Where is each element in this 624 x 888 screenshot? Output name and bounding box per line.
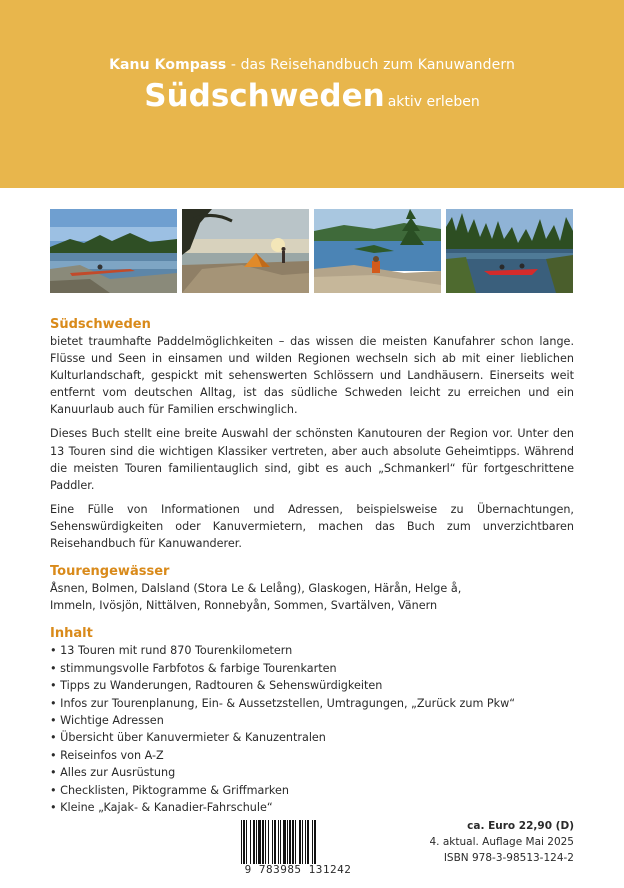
- list-item: • Kleine „Kajak- & Kanadier-Fahrschule“: [50, 799, 574, 816]
- barcode-bar: [272, 820, 273, 864]
- barcode-bar: [302, 820, 303, 864]
- photo-kayak-lake: [50, 209, 177, 293]
- list-item: • Wichtige Adressen: [50, 712, 574, 729]
- photo-lake-view: [314, 209, 441, 293]
- photo-tent-sunset: [182, 209, 309, 293]
- list-item: • Infos zur Tourenplanung, Ein- & Aussetzstellen, Umtragungen, „Zurück zum Pkw“: [50, 695, 574, 712]
- isbn-barcode: [233, 820, 363, 876]
- section-heading-inhalt: Inhalt: [50, 626, 93, 642]
- header-band: [0, 0, 624, 188]
- list-item: • 13 Touren mit rund 870 Tourenkilometern: [50, 642, 574, 659]
- barcode-digits: 9 783985 131242: [244, 863, 352, 876]
- back-cover-text: [50, 316, 574, 816]
- barcode-bar: [305, 820, 306, 864]
- barcode-bar: [256, 820, 257, 864]
- waters-line-1: Åsnen, Bolmen, Dalsland (Stora Le & Lelång), Glaskogen, Härån, Helge å,: [50, 582, 462, 596]
- barcode-bar: [253, 820, 255, 864]
- series-name: Kanu Kompass: [109, 57, 227, 73]
- barcode-bar: [289, 820, 291, 864]
- list-item: • Checklisten, Piktogramme & Griffmarken: [50, 782, 574, 799]
- barcode-bar: [246, 820, 247, 864]
- barcode-bar: [241, 820, 242, 864]
- price-info: [430, 818, 575, 866]
- barcode-bar: [299, 820, 301, 864]
- isbn-label: ISBN 978-3-98513-124-2: [443, 852, 574, 864]
- barcode-bar: [265, 820, 266, 864]
- series-title: [0, 57, 624, 73]
- series-tagline: - das Reisehandbuch zum Kanuwandern: [226, 57, 515, 73]
- barcode-bar: [243, 820, 245, 864]
- barcode-bars: [241, 820, 355, 864]
- barcode-bar: [312, 820, 313, 864]
- waters-line-2: Immeln, Ivösjön, Nittälven, Ronnebyån, Sommen, Svartälven, Vänern: [50, 599, 438, 613]
- list-item: • Alles zur Ausrüstung: [50, 764, 574, 781]
- list-item: • stimmungsvolle Farbfotos & farbige Tourenkarten: [50, 660, 574, 677]
- section-heading-suedschweden: Südschweden: [50, 317, 151, 332]
- book-title: [0, 78, 624, 114]
- edition-label: 4. aktual. Auflage Mai 2025: [429, 836, 574, 848]
- info-paragraph: Eine Fülle von Informationen und Adressen, beispielsweise zu Übernachtungen, Sehenswürdigkeiten oder Kanuvermietern, machen das Buch zum unverzichtbaren Reisehandbuch für Kanuwanderer.: [50, 502, 574, 551]
- barcode-bar: [295, 820, 296, 864]
- tours-paragraph: Dieses Buch stellt eine breite Auswahl der schönsten Kanutouren der Region vor. Unter den 13 Touren sind die wichtigen Klassiker vertreten, aber auch absolute Geheimtipps. Während die meisten Touren familientauglich sind, gibt es auch „Schmankerl“ für fortgeschrittene Paddler.: [50, 427, 574, 492]
- contents-list: [50, 642, 574, 816]
- barcode-bar: [258, 820, 261, 864]
- photo-strip: [50, 209, 574, 293]
- list-item: • Tipps zu Wanderungen, Radtouren & Sehenswürdigkeiten: [50, 677, 574, 694]
- barcode-bar: [250, 820, 251, 864]
- list-item: • Übersicht über Kanuvermieter & Kanuzentralen: [50, 729, 574, 746]
- barcode-bar: [314, 820, 316, 864]
- section-heading-tourengewaesser: Tourengewässer: [50, 564, 170, 580]
- barcode-bar: [278, 820, 279, 864]
- barcode-bar: [280, 820, 281, 864]
- list-item: • Reiseinfos von A-Z: [50, 747, 574, 764]
- photo-red-canoe: [446, 209, 573, 293]
- title-main: Südschweden: [144, 78, 385, 114]
- barcode-bar: [268, 820, 269, 864]
- intro-paragraph: bietet traumhafte Paddelmöglichkeiten – das wissen die meisten Kanufahrer schon lange. Flüsse und Seen in einsamen und wilden Regionen wechseln sich ab mit einer lieblichen Kulturlandschaft, gespickt mit sehenswerten Schlössern und Landhäusern. Einerseits weit entfernt vom deutschen Alltag, ist das südliche Schweden leicht zu erreichen und ein Kanuurlaub auch für Familien erschwinglich.: [50, 335, 574, 417]
- barcode-bar: [292, 820, 294, 864]
- title-sub: aktiv erleben: [387, 94, 480, 110]
- barcode-bar: [287, 820, 288, 864]
- barcode-bar: [274, 820, 276, 864]
- barcode-bar: [283, 820, 286, 864]
- barcode-bar: [262, 820, 264, 864]
- barcode-bar: [307, 820, 309, 864]
- price-label: ca. Euro 22,90 (D): [467, 820, 574, 832]
